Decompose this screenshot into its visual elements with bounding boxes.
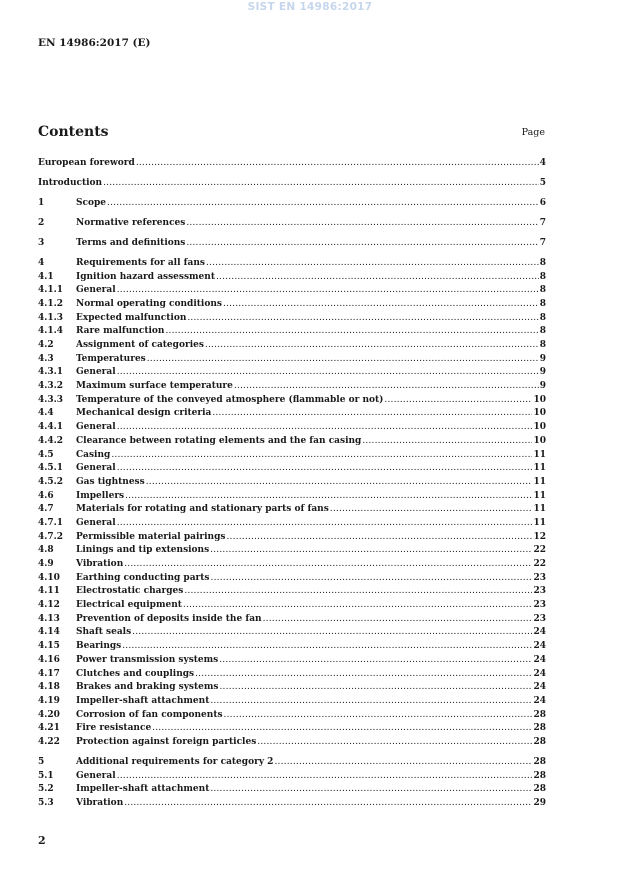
toc-dot-leader xyxy=(125,490,532,504)
toc-entry-page: 24 xyxy=(533,682,546,693)
toc-entry-title: Materials for rotating and stationary parts of fans xyxy=(76,504,329,515)
toc-entry-number: 4.1 xyxy=(38,271,54,282)
toc-entry-page: 9 xyxy=(539,353,546,364)
toc-entry-number: 4.5 xyxy=(38,449,54,460)
watermark: SIST EN 14986:2017 xyxy=(247,1,373,13)
toc-dot-leader xyxy=(216,271,539,285)
page-number: 2 xyxy=(38,834,46,847)
toc-entry-title: Impellers xyxy=(76,490,125,501)
toc-entry-number: 4.1.1 xyxy=(38,285,64,296)
toc-entry-page: 4 xyxy=(539,158,546,168)
toc-dot-leader xyxy=(210,544,532,558)
toc-entry-number: 2 xyxy=(38,217,45,228)
toc-entry[interactable] xyxy=(38,783,546,797)
toc-dot-leader xyxy=(212,407,532,421)
toc-entry[interactable] xyxy=(38,531,546,545)
toc-entry-number: 4.7.2 xyxy=(38,531,64,542)
toc-entry-title: Normal operating conditions xyxy=(76,298,222,309)
toc-entry[interactable] xyxy=(38,640,546,654)
toc-dot-leader xyxy=(136,157,539,171)
toc-entry-number: 4.3 xyxy=(38,353,54,364)
toc-entry[interactable] xyxy=(38,490,546,504)
toc-dot-leader xyxy=(210,695,532,709)
toc-entry[interactable] xyxy=(38,681,546,695)
toc-entry-number: 4.8 xyxy=(38,545,54,556)
toc-dot-leader xyxy=(122,640,532,654)
toc-entry-page: 5 xyxy=(539,177,546,188)
toc-entry[interactable] xyxy=(38,157,546,171)
toc-entry[interactable] xyxy=(38,736,546,750)
toc-entry-number: 4.15 xyxy=(38,641,60,652)
toc-entry[interactable] xyxy=(38,339,546,353)
toc-dot-leader xyxy=(117,421,533,435)
toc-entry-number: 4.3.1 xyxy=(38,367,64,378)
toc-entry-page: 23 xyxy=(533,613,546,624)
toc-entry-title: General xyxy=(76,517,116,528)
toc-entry-page: 12 xyxy=(533,531,546,542)
toc-entry-page: 11 xyxy=(533,517,546,528)
toc-dot-leader xyxy=(117,517,533,531)
toc-entry-title: Terms and definitions xyxy=(76,237,186,248)
toc-entry-title: Brakes and braking systems xyxy=(76,682,219,693)
toc-entry-number: 4.16 xyxy=(38,654,60,665)
toc-entry-number: 4.6 xyxy=(38,490,54,501)
toc-entry-number: 4.5.1 xyxy=(38,463,64,474)
toc-dot-leader xyxy=(184,585,532,599)
toc-entry-number: 5 xyxy=(38,756,45,767)
toc-entry-page: 9 xyxy=(539,367,546,378)
standard-id: EN 14986:2017 (E) xyxy=(38,37,151,49)
toc-dot-leader xyxy=(187,312,538,326)
toc-entry[interactable] xyxy=(38,407,546,421)
toc-dot-leader xyxy=(107,197,539,211)
toc-entry[interactable] xyxy=(38,312,546,326)
toc-entry-page: 6 xyxy=(539,197,546,208)
toc-entry-title: Temperature of the conveyed atmosphere (flammable or not) xyxy=(76,394,384,405)
toc-entry[interactable] xyxy=(38,585,546,599)
toc-dot-leader xyxy=(117,366,539,380)
toc-entry-page: 28 xyxy=(533,736,546,747)
toc-entry-page: 28 xyxy=(533,784,546,795)
toc-dot-leader xyxy=(186,237,538,251)
toc-entry-page: 10 xyxy=(533,422,546,433)
toc-entry-page: 10 xyxy=(533,435,546,446)
toc-entry[interactable] xyxy=(38,421,546,435)
toc-entry-title: Expected malfunction xyxy=(76,312,187,323)
toc-entry[interactable] xyxy=(38,544,546,558)
toc-entry-page: 24 xyxy=(533,641,546,652)
toc-entry-title: General xyxy=(76,770,116,781)
toc-entry-number: 5.3 xyxy=(38,798,54,809)
toc-entry[interactable] xyxy=(38,353,546,367)
toc-dot-leader xyxy=(132,626,532,640)
toc-entry-page: 8 xyxy=(539,326,546,337)
toc-entry[interactable] xyxy=(38,298,546,312)
toc-dot-leader xyxy=(211,572,533,586)
toc-entry-title: European foreword xyxy=(38,158,135,168)
toc-entry-page: 11 xyxy=(533,490,546,501)
toc-entry[interactable] xyxy=(38,695,546,709)
toc-entry-page: 7 xyxy=(539,237,546,248)
toc-entry[interactable] xyxy=(38,668,546,682)
toc-entry-number: 4.1.4 xyxy=(38,326,64,337)
toc-entry-title: Gas tightness xyxy=(76,476,145,487)
toc-dot-leader xyxy=(257,736,532,750)
toc-dot-leader xyxy=(223,298,539,312)
toc-entry-page: 10 xyxy=(533,394,546,405)
toc-entry-title: Protection against foreign particles xyxy=(76,736,257,747)
toc-entry-page: 28 xyxy=(533,723,546,734)
toc-entry-page: 8 xyxy=(539,340,546,351)
toc-entry[interactable] xyxy=(38,462,546,476)
toc-entry-number: 3 xyxy=(38,237,45,248)
toc-entry-title: General xyxy=(76,463,116,474)
toc-entry[interactable] xyxy=(38,613,546,627)
toc-entry-number: 4.2 xyxy=(38,340,54,351)
toc-entry-number: 4.18 xyxy=(38,682,60,693)
toc-dot-leader xyxy=(210,783,532,797)
toc-entry-title: Prevention of deposits inside the fan xyxy=(76,613,262,624)
toc-dot-leader xyxy=(117,284,539,298)
toc-entry-title: Vibration xyxy=(76,559,124,570)
toc-entry-number: 4.1.2 xyxy=(38,298,64,309)
toc-entry-number: 4.5.2 xyxy=(38,476,64,487)
toc-entry-title: Introduction xyxy=(38,177,103,188)
toc-entry-title: Fire resistance xyxy=(76,723,152,734)
toc-entry-page: 28 xyxy=(533,770,546,781)
toc-entry-number: 1 xyxy=(38,197,45,208)
toc-entry[interactable] xyxy=(38,599,546,613)
toc-entry-title: General xyxy=(76,367,116,378)
toc-dot-leader xyxy=(124,558,532,572)
toc-entry-title: Electrostatic charges xyxy=(76,586,184,597)
toc-entry-title: Rare malfunction xyxy=(76,326,165,337)
toc-entry-title: Maximum surface temperature xyxy=(76,381,233,392)
toc-entry-title: Earthing conducting parts xyxy=(76,572,210,583)
toc-entry-number: 4.22 xyxy=(38,736,60,747)
toc-entry-title: Power transmission systems xyxy=(76,654,219,665)
toc-entry-page: 11 xyxy=(533,504,546,515)
toc-dot-leader xyxy=(146,476,533,490)
toc-dot-leader xyxy=(219,654,532,668)
toc-entry[interactable] xyxy=(38,449,546,463)
toc-entry[interactable] xyxy=(38,709,546,723)
toc-dot-leader xyxy=(165,325,538,339)
toc-dot-leader xyxy=(117,462,533,476)
toc-entry-page: 29 xyxy=(533,798,546,809)
toc-entry[interactable] xyxy=(38,271,546,285)
toc-entry-title: Impeller-shaft attachment xyxy=(76,695,210,706)
toc-entry-page: 24 xyxy=(533,668,546,679)
toc-entry-title: Electrical equipment xyxy=(76,600,182,611)
toc-entry-title: Temperatures xyxy=(76,353,146,364)
toc-entry-number: 4.21 xyxy=(38,723,60,734)
toc-dot-leader xyxy=(103,177,539,191)
toc-entry-page: 22 xyxy=(533,559,546,570)
toc-entry-page: 11 xyxy=(533,463,546,474)
toc-entry[interactable] xyxy=(38,756,546,770)
toc-entry[interactable] xyxy=(38,517,546,531)
toc-entry-page: 8 xyxy=(539,271,546,282)
toc-entry[interactable] xyxy=(38,284,546,298)
toc-entry-title: General xyxy=(76,285,116,296)
toc-entry-page: 8 xyxy=(539,285,546,296)
toc-entry[interactable] xyxy=(38,366,546,380)
toc-entry-number: 4.4.1 xyxy=(38,422,64,433)
toc-entry[interactable] xyxy=(38,435,546,449)
toc-entry-title: Permissible material pairings xyxy=(76,531,226,542)
toc-entry-title: Linings and tip extensions xyxy=(76,545,210,556)
toc-entry-page: 11 xyxy=(533,476,546,487)
toc-entry-number: 4.9 xyxy=(38,559,54,570)
toc-entry[interactable] xyxy=(38,380,546,394)
toc-entry-page: 24 xyxy=(533,695,546,706)
toc-entry[interactable] xyxy=(38,325,546,339)
toc-entry-page: 22 xyxy=(533,545,546,556)
toc-entry-page: 11 xyxy=(533,449,546,460)
toc-entry-title: Bearings xyxy=(76,641,122,652)
toc-entry[interactable] xyxy=(38,394,546,408)
toc-entry-page: 8 xyxy=(539,298,546,309)
toc-dot-leader xyxy=(152,722,532,736)
toc-entry-title: Shaft seals xyxy=(76,627,132,638)
toc-entry-number: 5.2 xyxy=(38,784,54,795)
toc-entry-number: 4.3.2 xyxy=(38,381,64,392)
table-of-contents xyxy=(38,157,546,811)
toc-entry[interactable] xyxy=(38,197,546,211)
toc-dot-leader xyxy=(186,217,538,231)
toc-dot-leader xyxy=(219,681,532,695)
toc-entry-number: 4.7.1 xyxy=(38,517,64,528)
toc-entry-page: 23 xyxy=(533,572,546,583)
toc-entry-page: 7 xyxy=(539,217,546,228)
toc-entry-title: Corrosion of fan components xyxy=(76,709,223,720)
toc-entry-title: Additional requirements for category 2 xyxy=(76,756,274,767)
toc-entry-number: 4.7 xyxy=(38,504,54,515)
toc-entry-title: Impeller-shaft attachment xyxy=(76,784,210,795)
toc-entry-number: 4.17 xyxy=(38,668,60,679)
toc-entry-title: Normative references xyxy=(76,217,186,228)
toc-dot-leader xyxy=(124,797,532,811)
toc-entry-page: 28 xyxy=(533,709,546,720)
toc-dot-leader xyxy=(274,756,532,770)
toc-entry-number: 4.3.3 xyxy=(38,394,64,405)
toc-dot-leader xyxy=(330,503,533,517)
page-title: Contents xyxy=(38,124,109,140)
toc-entry-number: 4.12 xyxy=(38,600,60,611)
toc-entry-number: 4.1.3 xyxy=(38,312,64,323)
toc-entry-title: Casing xyxy=(76,449,111,460)
toc-entry-title: Scope xyxy=(76,197,107,208)
toc-entry-page: 24 xyxy=(533,627,546,638)
toc-entry-number: 4.13 xyxy=(38,613,60,624)
toc-entry-title: Requirements for all fans xyxy=(76,257,205,268)
toc-entry-number: 4.4.2 xyxy=(38,435,64,446)
toc-entry[interactable] xyxy=(38,770,546,784)
toc-entry-number: 4.10 xyxy=(38,572,60,583)
page-column-label: Page xyxy=(521,127,545,138)
toc-entry-number: 4.11 xyxy=(38,586,60,597)
toc-entry[interactable] xyxy=(38,217,546,231)
toc-entry[interactable] xyxy=(38,257,546,271)
toc-entry[interactable] xyxy=(38,626,546,640)
toc-entry-number: 4 xyxy=(38,257,45,268)
toc-entry[interactable] xyxy=(38,722,546,736)
toc-entry-page: 28 xyxy=(533,756,546,767)
toc-entry-page: 9 xyxy=(539,381,546,392)
toc-dot-leader xyxy=(195,668,532,682)
toc-dot-leader xyxy=(111,449,532,463)
toc-entry[interactable] xyxy=(38,558,546,572)
toc-entry-title: Clutches and couplings xyxy=(76,668,195,679)
toc-entry-number: 4.14 xyxy=(38,627,60,638)
toc-entry-number: 4.20 xyxy=(38,709,60,720)
toc-entry[interactable] xyxy=(38,503,546,517)
toc-dot-leader xyxy=(226,531,532,545)
toc-entry-number: 5.1 xyxy=(38,770,54,781)
toc-entry-title: General xyxy=(76,422,116,433)
toc-dot-leader xyxy=(183,599,533,613)
toc-entry[interactable] xyxy=(38,476,546,490)
toc-entry-page: 10 xyxy=(533,408,546,419)
toc-entry-page: 8 xyxy=(539,257,546,268)
toc-entry-page: 8 xyxy=(539,312,546,323)
toc-dot-leader xyxy=(117,770,533,784)
toc-dot-leader xyxy=(205,339,539,353)
toc-dot-leader xyxy=(234,380,539,394)
toc-entry-title: Assignment of categories xyxy=(76,340,204,351)
toc-entry-title: Clearance between rotating elements and the fan casing xyxy=(76,435,362,446)
toc-dot-leader xyxy=(362,435,532,449)
toc-entry-page: 24 xyxy=(533,654,546,665)
toc-dot-leader xyxy=(224,709,533,723)
toc-entry-page: 23 xyxy=(533,600,546,611)
toc-entry-number: 4.4 xyxy=(38,408,54,419)
toc-entry[interactable] xyxy=(38,654,546,668)
toc-entry[interactable] xyxy=(38,797,546,811)
toc-entry[interactable] xyxy=(38,177,546,191)
toc-entry-title: Vibration xyxy=(76,798,124,809)
toc-entry-title: Mechanical design criteria xyxy=(76,408,212,419)
toc-entry[interactable] xyxy=(38,237,546,251)
toc-entry-page: 23 xyxy=(533,586,546,597)
toc-dot-leader xyxy=(263,613,533,627)
toc-dot-leader xyxy=(206,257,539,271)
toc-entry-title: Ignition hazard assessment xyxy=(76,271,215,282)
toc-dot-leader xyxy=(384,394,532,408)
toc-entry-number: 4.19 xyxy=(38,695,60,706)
toc-entry[interactable] xyxy=(38,572,546,586)
toc-dot-leader xyxy=(147,353,539,367)
